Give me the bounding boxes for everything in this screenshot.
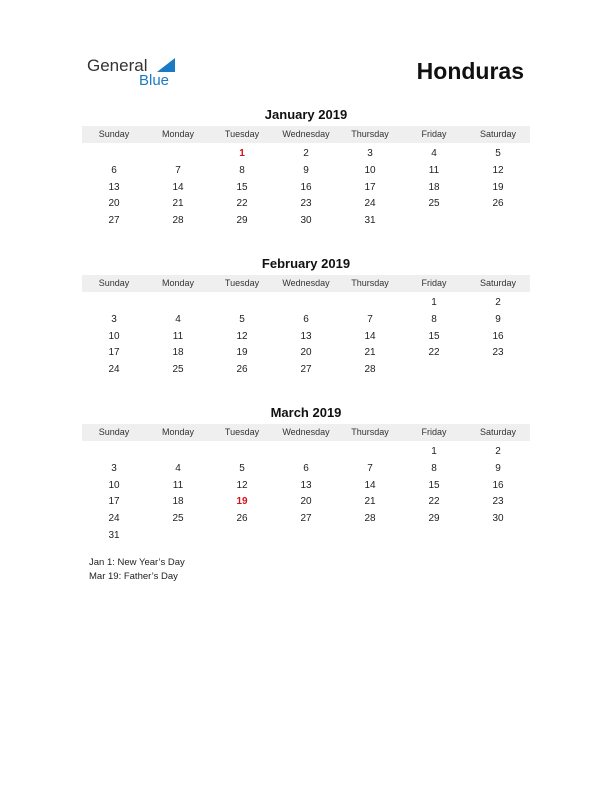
day-cell: 2 <box>495 446 501 457</box>
weekday-label: Friday <box>421 129 447 139</box>
day-cell: 6 <box>303 313 309 325</box>
week-row <box>82 312 530 329</box>
day-cell: 16 <box>492 479 504 491</box>
day-cell: 15 <box>236 181 248 193</box>
logo-triangle-icon <box>157 58 175 72</box>
day-cell <box>338 295 402 312</box>
week-row <box>82 444 530 461</box>
day-cell: 8 <box>239 164 245 176</box>
week-row <box>82 163 530 180</box>
day-cell: 9 <box>495 313 501 325</box>
day-cell: 15 <box>428 479 440 491</box>
weekday-label: Friday <box>421 427 447 437</box>
day-cell: 6 <box>111 164 117 176</box>
day-cell: 22 <box>428 496 440 508</box>
week-row <box>82 295 530 312</box>
day-cell <box>274 444 338 461</box>
day-cell: 23 <box>492 347 504 359</box>
day-cell: 20 <box>300 347 312 359</box>
day-cell: 7 <box>367 462 373 474</box>
day-cell <box>210 444 274 461</box>
day-cell: 22 <box>428 347 440 359</box>
weekday-label: Friday <box>421 278 447 288</box>
week-row <box>82 528 530 545</box>
weekday-label: Saturday <box>479 129 517 139</box>
day-cell <box>146 295 210 312</box>
weekday-label: Sunday <box>98 427 130 437</box>
day-cell: 25 <box>428 198 440 210</box>
day-cell: 28 <box>364 364 376 376</box>
logo-word-blue: Blue <box>139 72 170 89</box>
weekday-label: Monday <box>161 427 195 437</box>
weekday-label: Thursday <box>351 278 389 288</box>
day-cell: 22 <box>236 198 248 210</box>
day-cell: 18 <box>428 181 440 193</box>
day-cell: 20 <box>108 198 120 210</box>
day-cell <box>402 213 466 230</box>
day-cell <box>210 528 274 545</box>
holiday-note: Mar 19: Father’s Day <box>89 571 178 582</box>
day-cell: 28 <box>364 513 376 525</box>
day-cell: 30 <box>492 513 504 525</box>
country-title: Honduras <box>416 58 524 84</box>
day-cell <box>146 444 210 461</box>
day-cell: 2 <box>495 297 501 308</box>
month-calendar <box>82 404 530 545</box>
day-cell <box>466 528 530 545</box>
day-cell <box>338 444 402 461</box>
day-cell: 4 <box>175 313 181 325</box>
day-cell: 4 <box>175 462 181 474</box>
day-cell: 5 <box>239 462 245 474</box>
day-cell: 6 <box>303 462 309 474</box>
day-cell: 19 <box>236 347 248 359</box>
day-cell: 26 <box>236 513 248 525</box>
day-cell <box>466 362 530 379</box>
day-cell <box>82 146 146 163</box>
weekday-label: Thursday <box>351 427 389 437</box>
day-cell: 3 <box>111 462 117 474</box>
day-cell: 21 <box>364 496 376 508</box>
day-cell: 12 <box>236 479 248 491</box>
weekday-header-row <box>82 424 530 441</box>
week-row <box>82 345 530 362</box>
day-cell: 24 <box>108 513 120 525</box>
day-cell <box>82 295 146 312</box>
weekday-label: Sunday <box>98 278 130 288</box>
day-cell: 19 <box>492 181 504 193</box>
day-cell <box>274 295 338 312</box>
month-title: January 2019 <box>264 107 348 122</box>
weekday-header-row <box>82 126 530 143</box>
weekday-label: Monday <box>161 129 195 139</box>
day-cell: 29 <box>236 215 248 227</box>
week-row <box>82 213 530 230</box>
week-row <box>82 511 530 528</box>
day-cell: 8 <box>431 462 437 474</box>
weekday-label: Tuesday <box>224 427 260 437</box>
weekday-label: Saturday <box>479 278 517 288</box>
day-cell <box>402 362 466 379</box>
week-row <box>82 461 530 478</box>
day-cell: 18 <box>172 347 184 359</box>
day-cell <box>146 146 210 163</box>
day-cell <box>338 528 402 545</box>
weekday-label: Tuesday <box>224 129 260 139</box>
day-cell: 10 <box>108 330 120 342</box>
week-row <box>82 146 530 163</box>
month-title: March 2019 <box>270 405 342 420</box>
weekday-label: Wednesday <box>282 129 330 139</box>
day-cell: 13 <box>300 330 312 342</box>
day-cell: 14 <box>172 181 184 193</box>
day-cell: 5 <box>239 313 245 325</box>
weekday-label: Wednesday <box>282 278 330 288</box>
holiday-note: Jan 1: New Year’s Day <box>89 557 185 568</box>
day-cell: 20 <box>300 496 312 508</box>
month-title: February 2019 <box>261 256 351 271</box>
day-cell: 25 <box>172 513 184 525</box>
weekday-label: Thursday <box>351 129 389 139</box>
day-cell <box>466 213 530 230</box>
holiday-day-cell: 1 <box>239 148 245 159</box>
day-cell: 4 <box>431 148 437 159</box>
day-cell: 13 <box>300 479 312 491</box>
day-cell: 31 <box>108 529 120 541</box>
day-cell: 26 <box>492 198 504 210</box>
day-cell <box>274 528 338 545</box>
logo-word-general: General <box>87 56 148 75</box>
day-cell: 3 <box>111 313 117 325</box>
month-calendar <box>82 255 530 379</box>
day-cell <box>402 528 466 545</box>
day-cell: 11 <box>172 330 184 342</box>
day-cell: 2 <box>303 148 309 159</box>
holiday-notes <box>89 556 185 584</box>
day-cell <box>82 444 146 461</box>
day-cell: 27 <box>300 364 312 376</box>
day-cell: 17 <box>108 496 120 508</box>
weekday-label: Sunday <box>98 129 130 139</box>
day-cell: 7 <box>367 313 373 325</box>
day-cell: 9 <box>495 462 501 474</box>
day-cell: 1 <box>431 297 437 308</box>
weekday-label: Monday <box>161 278 195 288</box>
week-row <box>82 494 530 511</box>
day-cell: 23 <box>492 496 504 508</box>
general-blue-logo <box>87 56 187 92</box>
week-row <box>82 362 530 379</box>
day-cell: 30 <box>300 215 312 227</box>
day-cell: 7 <box>175 164 181 176</box>
day-cell: 29 <box>428 513 440 525</box>
week-row <box>82 478 530 495</box>
day-cell: 21 <box>172 198 184 210</box>
day-cell: 12 <box>236 330 248 342</box>
day-cell: 24 <box>108 364 120 376</box>
weekday-label: Wednesday <box>282 427 330 437</box>
day-cell: 10 <box>364 164 376 176</box>
day-cell: 31 <box>364 215 376 227</box>
holiday-day-cell: 19 <box>236 496 248 508</box>
weekday-header-row <box>82 275 530 292</box>
week-row <box>82 180 530 197</box>
day-cell: 17 <box>364 181 376 193</box>
day-cell: 26 <box>236 364 248 376</box>
day-cell: 16 <box>492 330 504 342</box>
day-cell: 18 <box>172 496 184 508</box>
day-cell: 23 <box>300 198 312 210</box>
month-calendar <box>82 106 530 230</box>
day-cell: 16 <box>300 181 312 193</box>
day-cell: 27 <box>300 513 312 525</box>
day-cell: 25 <box>172 364 184 376</box>
day-cell: 14 <box>364 330 376 342</box>
day-cell: 14 <box>364 479 376 491</box>
day-cell: 10 <box>108 479 120 491</box>
day-cell: 11 <box>172 479 184 491</box>
day-cell: 17 <box>108 347 120 359</box>
day-cell: 8 <box>431 313 437 325</box>
weekday-label: Saturday <box>479 427 517 437</box>
day-cell: 27 <box>108 215 120 227</box>
day-cell: 28 <box>172 215 184 227</box>
day-cell: 24 <box>364 198 376 210</box>
day-cell: 1 <box>431 446 437 457</box>
day-cell <box>210 295 274 312</box>
day-cell: 3 <box>367 148 373 159</box>
day-cell: 11 <box>428 164 440 176</box>
week-row <box>82 329 530 346</box>
day-cell: 12 <box>492 164 504 176</box>
day-cell: 21 <box>364 347 376 359</box>
day-cell: 9 <box>303 164 309 176</box>
day-cell: 5 <box>495 148 501 159</box>
weekday-label: Tuesday <box>224 278 260 288</box>
day-cell <box>146 528 210 545</box>
week-row <box>82 196 530 213</box>
day-cell: 15 <box>428 330 440 342</box>
day-cell: 13 <box>108 181 120 193</box>
